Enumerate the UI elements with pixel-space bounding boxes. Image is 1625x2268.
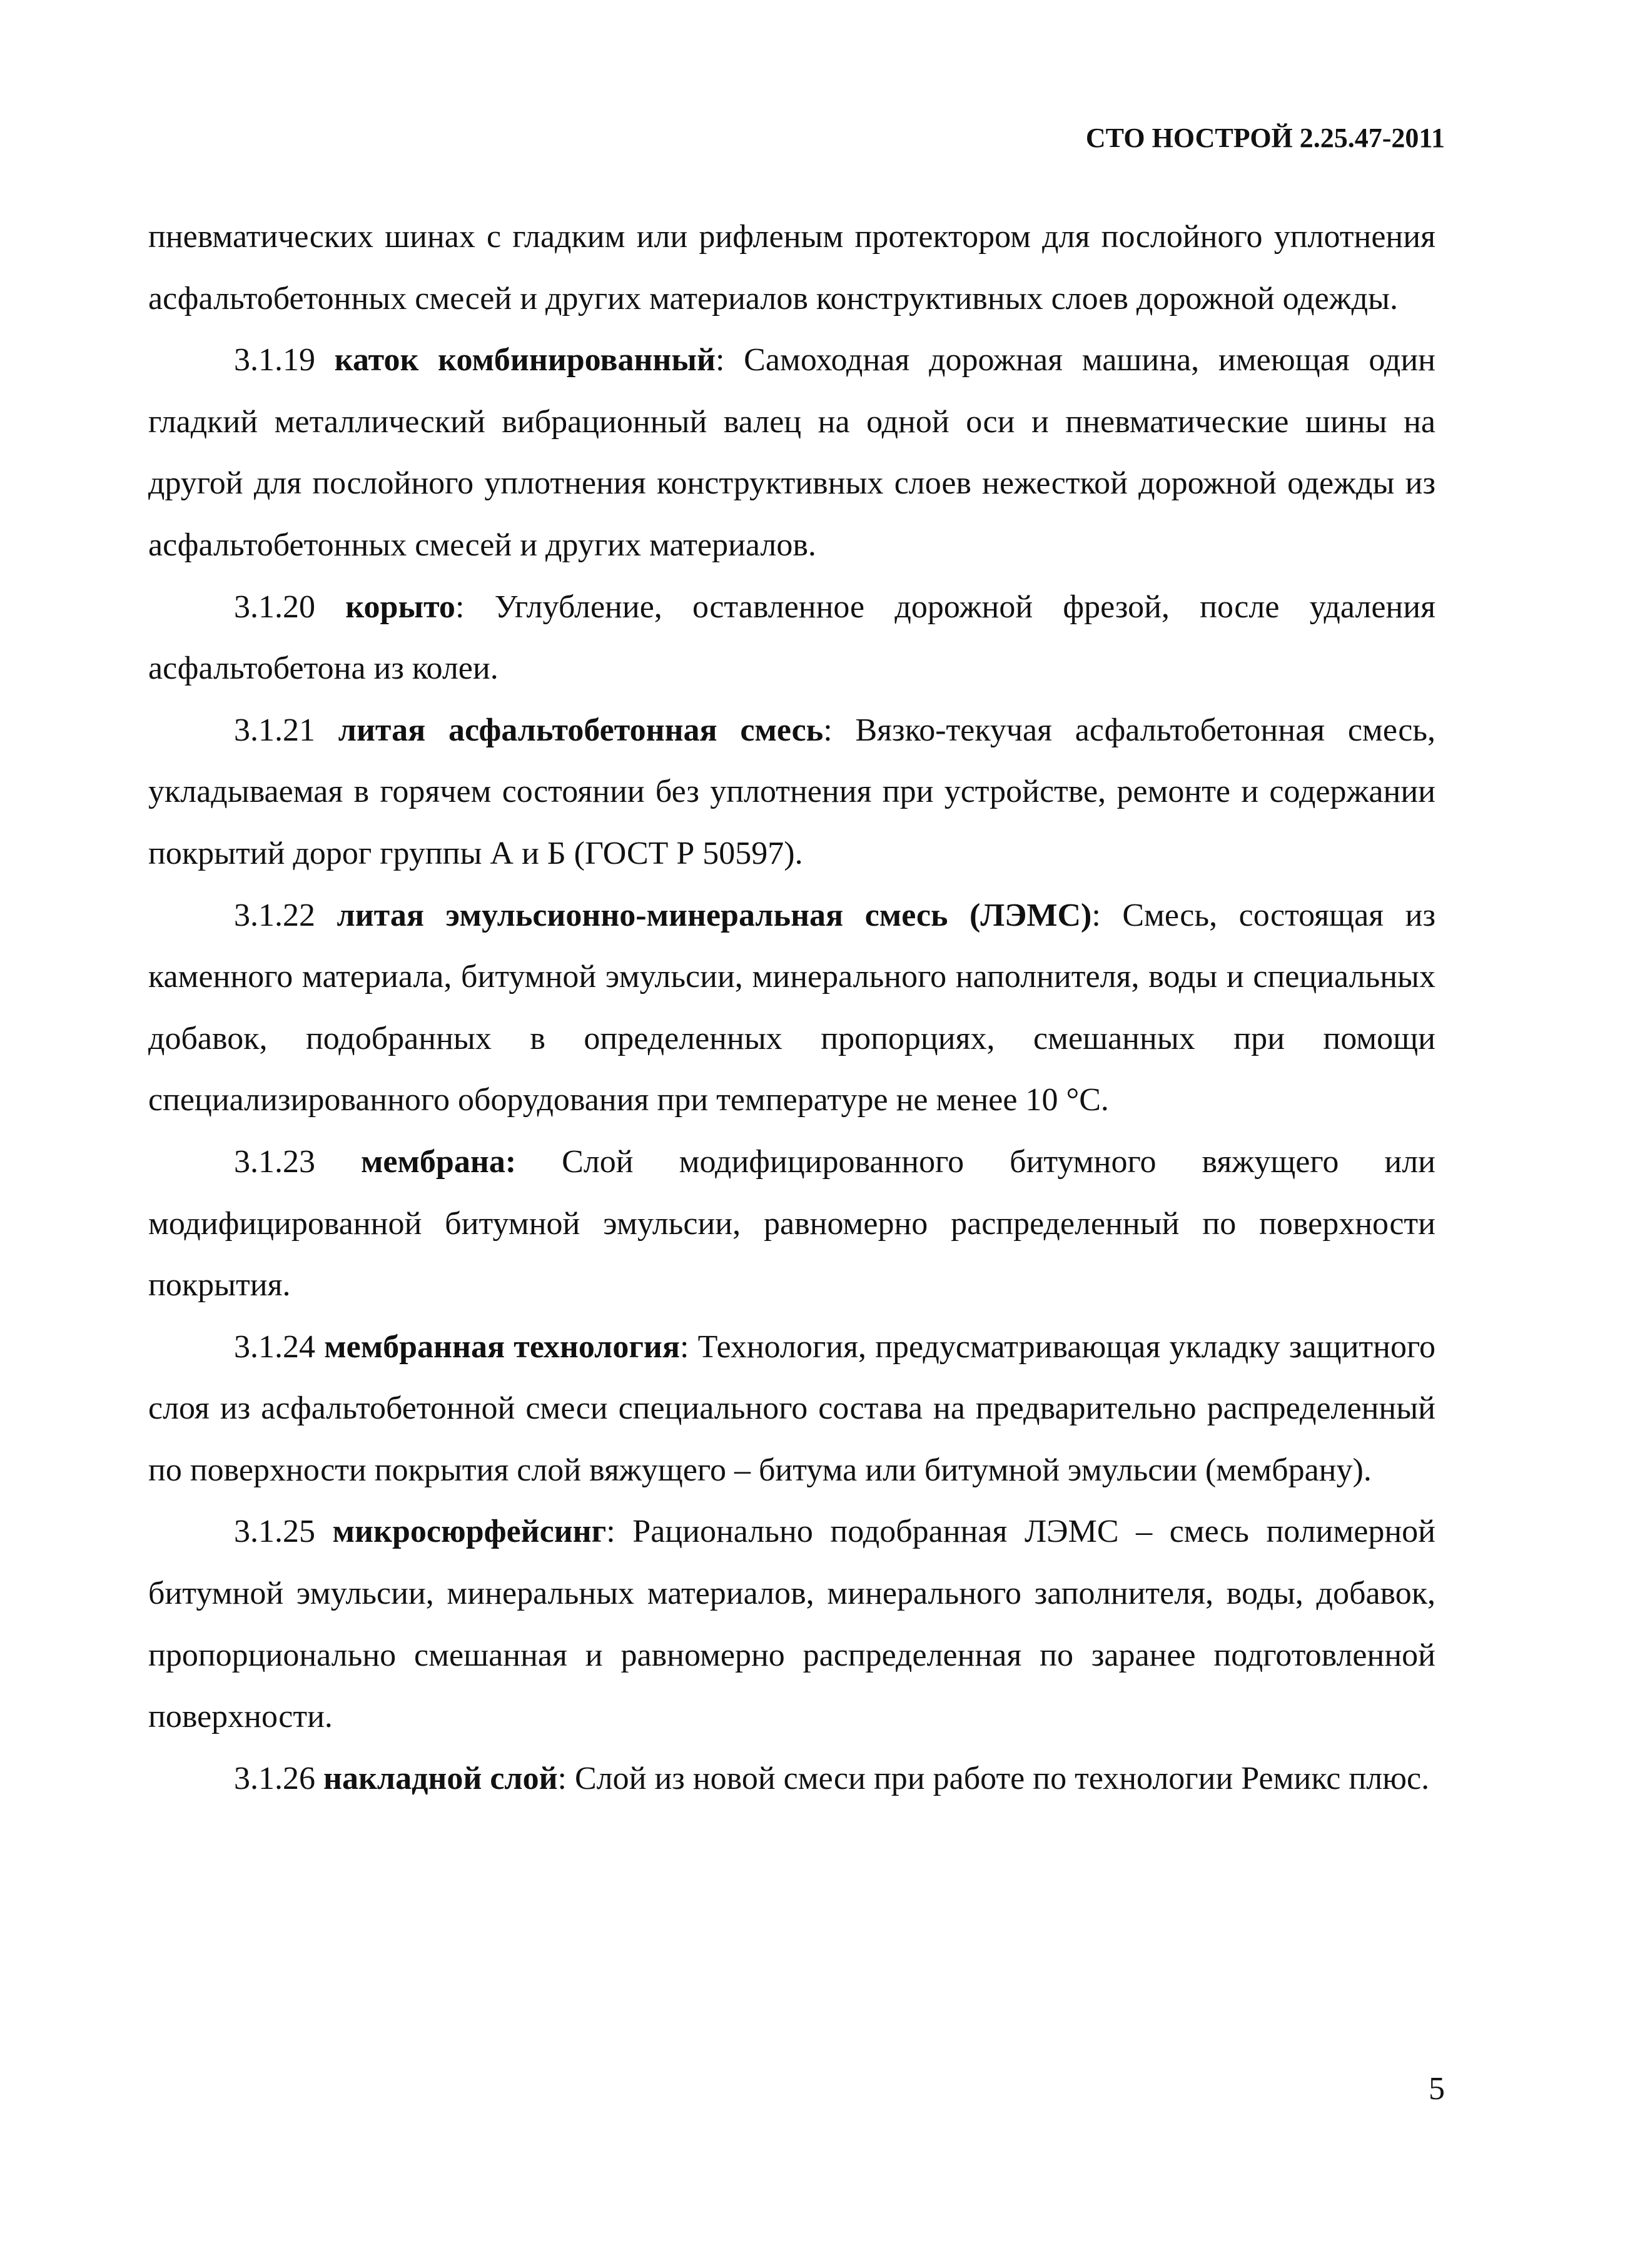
term-separator: :: [715, 342, 725, 378]
term-definition: Слой модифицированного битумного вяжущего или модифицированной битумной эмульсии, равномерно распределенный по поверхности покрытия.: [148, 1143, 1436, 1304]
document-code-header: СТО НОСТРОЙ 2.25.47-2011: [1085, 123, 1445, 153]
term-number: 3.1.23: [234, 1143, 315, 1180]
term-name: накладной слой: [323, 1760, 558, 1796]
term-separator: :: [1091, 897, 1101, 933]
term-name: микросюрфейсинг: [332, 1514, 607, 1550]
term-number: 3.1.24: [234, 1329, 315, 1365]
term-number: 3.1.19: [234, 342, 315, 378]
term-paragraph-3-1-21: [148, 700, 1435, 885]
term-separator: :: [680, 1329, 689, 1365]
term-name: литая эмульсионно-минеральная смесь (ЛЭМС): [337, 897, 1092, 933]
term-number: 3.1.26: [234, 1760, 315, 1796]
term-definition: Технология, предусматривающая укладку защитного слоя из асфальтобетонной смеси специального состава на предварительно распределенный по поверхности покрытия слой вяжущего – битума или битумной эмульсии (мембрану).: [148, 1329, 1436, 1488]
document-body: [148, 206, 1435, 1810]
term-paragraph-3-1-22: [148, 885, 1435, 1131]
term-paragraph-3-1-20: [148, 577, 1435, 700]
term-paragraph-3-1-19: [148, 330, 1435, 576]
term-number: 3.1.21: [234, 712, 315, 748]
term-name: мембрана:: [361, 1143, 517, 1180]
term-definition: Слой из новой смеси при работе по технологии Ремикс плюс.: [567, 1760, 1430, 1796]
term-paragraph-3-1-26: [148, 1748, 1435, 1810]
term-name: каток комбинированный: [334, 342, 716, 378]
term-definition: Углубление, оставленное дорожной фрезой, после удаления асфальтобетона из колеи.: [148, 589, 1436, 687]
term-name: литая асфальтобетонная смесь: [338, 712, 824, 748]
term-number: 3.1.22: [234, 897, 315, 933]
term-name: мембранная технология: [324, 1329, 681, 1365]
term-number: 3.1.25: [234, 1514, 315, 1550]
term-separator: :: [557, 1760, 567, 1796]
term-paragraph-3-1-25: [148, 1501, 1435, 1748]
term-definition: Вязко-текучая асфальтобетонная смесь, укладываемая в горячем состоянии без уплотнения при устройстве, ремонте и содержании покрытий дорог группы А и Б (ГОСТ Р 50597).: [148, 712, 1435, 871]
term-separator: :: [455, 589, 465, 625]
term-paragraph-3-1-24: [148, 1317, 1435, 1502]
term-separator: :: [606, 1514, 615, 1550]
term-number: 3.1.20: [234, 589, 315, 625]
term-definition: Самоходная дорожная машина, имеющая один гладкий металлический вибрационный валец на одной оси и пневматические шины на другой для послойного уплотнения конструктивных слоев нежесткой дорожной одежды из асфальтобетонных смесей и других материалов.: [148, 342, 1435, 563]
continuation-paragraph: пневматических шинах с гладким или рифленым протектором для послойного уплотнения асфальтобетонных смесей и других материалов конструктивных слоев дорожной одежды.: [148, 219, 1435, 316]
term-definition: Смесь, состоящая из каменного материала, битумной эмульсии, минерального наполнителя, воды и специальных добавок, подобранных в определенных пропорциях, смешанных при помощи специализированного оборудования при температуре не менее 10 °С.: [148, 897, 1436, 1118]
page-number: 5: [1429, 2071, 1445, 2107]
term-name: корыто: [345, 589, 455, 625]
term-paragraph-3-1-23: [148, 1131, 1435, 1317]
term-definition: Рационально подобранная ЛЭМС – смесь полимерной битумной эмульсии, минеральных материалов, минерального заполнителя, воды, добавок, пропорционально смешанная и равномерно распределенная по заранее подготовленной поверхности.: [148, 1514, 1436, 1735]
term-separator: :: [823, 712, 833, 748]
